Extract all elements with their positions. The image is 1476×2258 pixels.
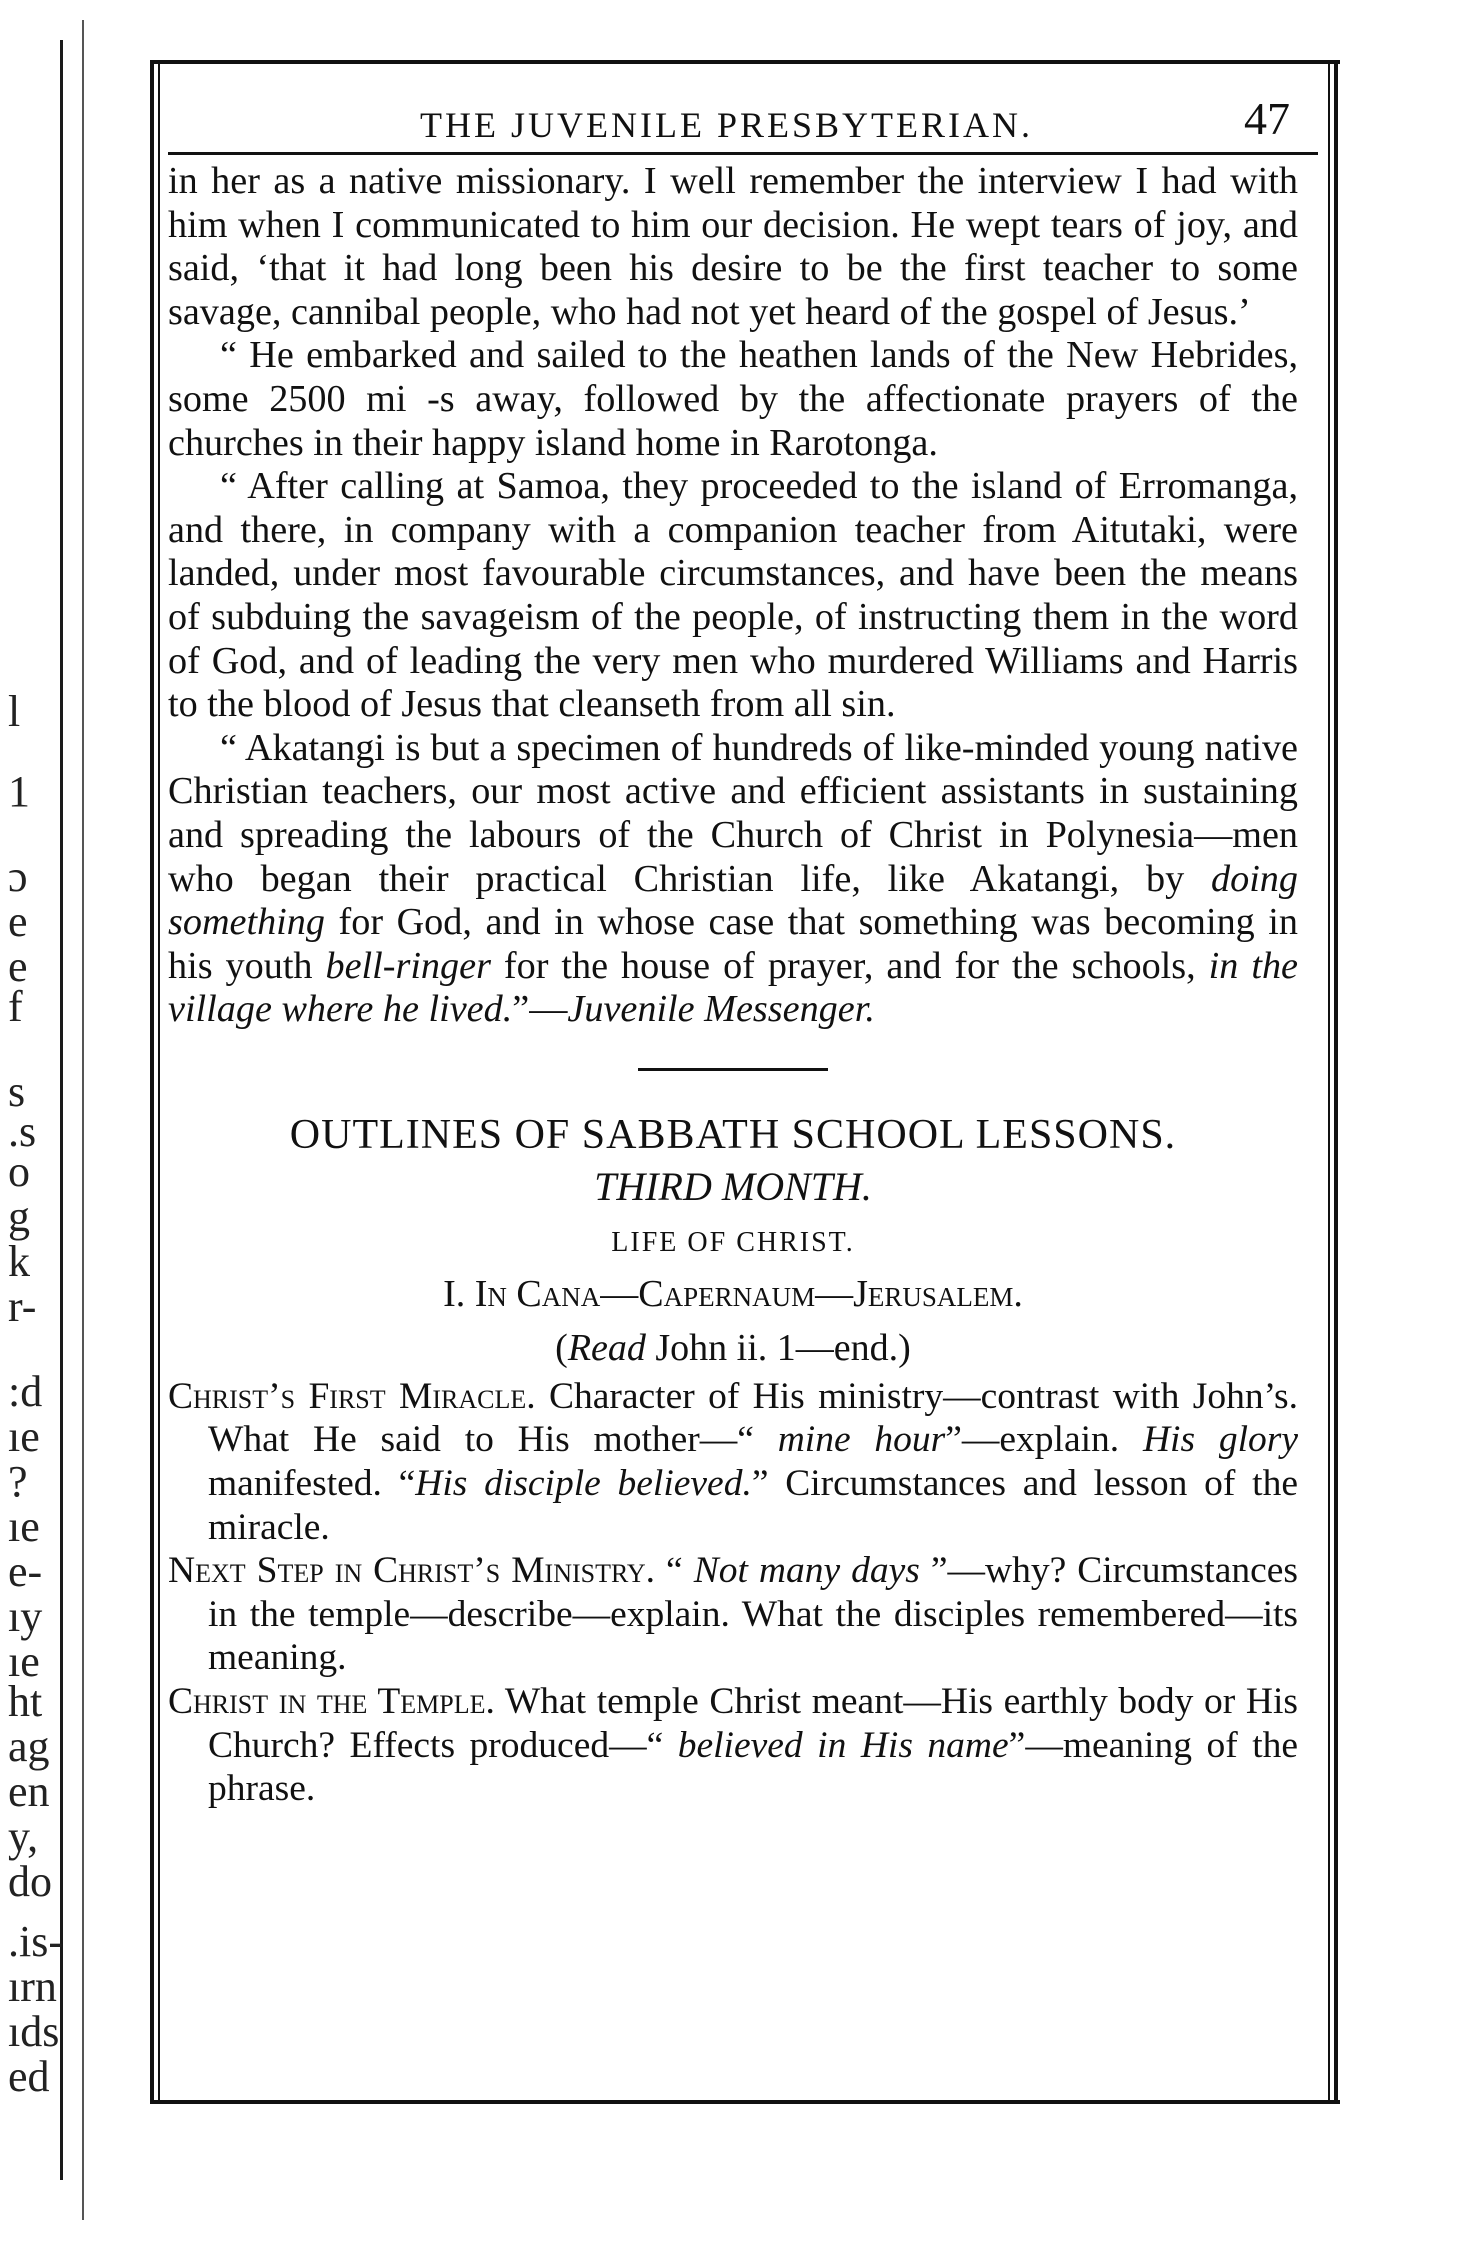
italic-span: believed in His name — [663, 1724, 1009, 1766]
gutter-fragment: :d — [8, 1367, 43, 1416]
left-border-inner — [158, 60, 160, 2104]
text-span: for the house of prayer, and for the schools, — [490, 944, 1209, 987]
lesson-item — [168, 1375, 1298, 1549]
gutter-fragment: e- — [8, 1547, 43, 1596]
text-span: “ — [655, 1550, 694, 1592]
italic-span: bell-ringer — [325, 944, 491, 987]
page — [150, 60, 1340, 2120]
gutter-fragment: 1 — [8, 767, 30, 816]
gutter-fragment: r- — [8, 1282, 37, 1331]
text-span: ( — [555, 1326, 568, 1369]
gutter-fragment: ? — [8, 1457, 28, 1506]
article-paragraph: in her as a native missionary. I well remember the interview I had with him when I communicated to him our decision. He wept tears of joy, and said, ‘that it had long been his desire to be the first teacher to some savage, cannibal people, who had not yet heard of the gospel of Jesus.’ — [168, 160, 1298, 333]
gutter-fragment: ɔ — [8, 852, 28, 901]
page-number: 47 — [1244, 93, 1290, 144]
gutter-fragment: f — [8, 982, 23, 1031]
section-divider — [638, 1068, 828, 1071]
lesson-item-lead: Next Step in Christ’s Ministry. — [168, 1550, 656, 1592]
article-paragraph — [168, 727, 1298, 1032]
gutter-fragment: ıy — [8, 1592, 43, 1641]
gutter-fragment: ırn — [8, 1962, 57, 2011]
section-subject: LIFE OF CHRIST. — [611, 1226, 855, 1258]
facing-page-margin — [0, 0, 150, 2258]
text-span: Character of His ministry—contrast with John’s. What He said to His mother—“ — [208, 1375, 1298, 1461]
gutter-fragment: en — [8, 1767, 50, 1816]
gutter-fragment: ed — [8, 2052, 50, 2101]
gutter-fragment: ıe — [8, 1637, 40, 1686]
text-span: ” Circumstances and lesson of the miracle. — [208, 1463, 1298, 1548]
left-border — [150, 60, 154, 2104]
gutter-fragment: e — [8, 897, 28, 946]
gutter-fragment: ag — [8, 1722, 50, 1771]
gutter-rule — [60, 40, 63, 2180]
source-citation: Juvenile Messenger. — [567, 988, 875, 1031]
text-span: ”—meaning of the phrase. — [208, 1724, 1299, 1810]
gutter-fragment: do — [8, 1857, 52, 1906]
italic-span: Read — [567, 1326, 646, 1369]
right-border — [1334, 60, 1338, 2104]
right-border-inner — [1328, 60, 1330, 2104]
italic-span: His glory — [1142, 1419, 1298, 1461]
gutter-fragment: .s — [8, 1107, 37, 1156]
running-title: THE JUVENILE PRESBYTERIAN. — [420, 105, 1033, 145]
page-body — [168, 160, 1298, 1811]
italic-span: in the village where he lived. — [168, 944, 1298, 1031]
italic-span: Not many days — [693, 1550, 920, 1592]
header-rule — [168, 152, 1318, 155]
article-paragraph: “ After calling at Samoa, they proceeded to the island of Erromanga, and there, in company with a companion teacher from Aitutaki, were landed, under most favourable circumstances, and have been the means of subduing the savageism of the people, of instructing them in the word of God, and of leading the very men who murdered Williams and Harris to the blood of Jesus that cleanseth from all sin. — [168, 465, 1298, 726]
text-span: John ii. 1—end.) — [645, 1326, 911, 1369]
gutter-fragment: ıe — [8, 1502, 40, 1551]
text-span: ”—why? Circumstances in the temple—describe—explain. What the disciples remembered—its meaning. — [208, 1550, 1298, 1679]
gutter-fragment: .is- — [8, 1917, 63, 1966]
gutter-fragment: o — [8, 1147, 30, 1196]
italic-span: mine hour — [753, 1419, 946, 1461]
lesson-item-lead: Christ in the Temple. — [168, 1681, 495, 1723]
top-border — [150, 60, 1340, 64]
text-span: for God, and in whose case that something was becoming in his youth — [168, 901, 1298, 987]
gutter-fragment: g — [8, 1192, 30, 1241]
lesson-item — [168, 1549, 1298, 1680]
gutter-fragment: s — [8, 1067, 26, 1116]
gutter-fragment: l — [8, 687, 21, 736]
section-title: OUTLINES OF SABBATH SCHOOL LESSONS. — [289, 1111, 1177, 1158]
article-paragraph: “ He embarked and sailed to the heathen lands of the New Hebrides, some 2500 mi -s away, followed by the affectionate prayers of the churches in their happy island home in Rarotonga. — [168, 334, 1298, 464]
bottom-border — [150, 2100, 1340, 2104]
running-header — [180, 80, 1290, 160]
lesson-item-lead: Christ’s First Miracle. — [168, 1375, 536, 1417]
text-span: “ Akatangi is but a specimen of hundreds of like-minded young native Christian teachers, our most active and efficient assistants in sustaining and spreading the labours of the Church of Christ in Polynesia—men who began their practical Christian life, like Akatangi, by — [168, 726, 1298, 900]
gutter-fragment: ıe — [8, 1412, 40, 1461]
section-subtitle: THIRD MONTH. — [594, 1163, 872, 1209]
scripture-reference — [168, 1321, 1298, 1375]
gutter-fragment: ht — [8, 1677, 43, 1726]
text-span: ”— — [512, 988, 568, 1031]
gutter-fragment: k — [8, 1237, 30, 1286]
text-span: manifested. “ — [208, 1463, 416, 1505]
gutter-rule — [82, 20, 84, 2220]
lesson-heading: I. In Cana—Capernaum—Jerusalem. — [443, 1272, 1023, 1315]
gutter-fragment: y, — [8, 1812, 39, 1861]
lesson-item — [168, 1680, 1298, 1811]
italic-span: His disciple believed. — [415, 1463, 752, 1505]
gutter-fragment: e — [8, 942, 28, 991]
text-span: What temple Christ meant—His earthly body or His Church? Effects produced—“ — [208, 1681, 1299, 1766]
gutter-fragment: ıds — [8, 2007, 60, 2056]
text-span: ”—explain. — [945, 1419, 1143, 1461]
italic-span: doing something — [168, 857, 1298, 944]
